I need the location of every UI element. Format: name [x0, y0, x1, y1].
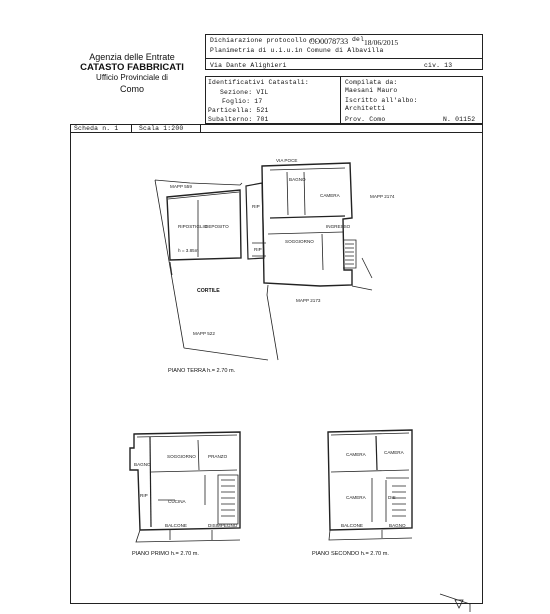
- room-label: RIP: [140, 493, 148, 498]
- foglio: Foglio: 17: [222, 98, 263, 105]
- room-label: RIP: [252, 204, 260, 209]
- floor-caption: PIANO SECONDO h.= 2.70 m.: [312, 551, 389, 557]
- registered-label: Iscritto all'albo:: [345, 97, 418, 104]
- room-label: BAGNO: [289, 177, 306, 182]
- registration-number: N. 01152: [443, 116, 476, 123]
- scheda-number: Scheda n. 1: [74, 125, 119, 132]
- compiled-name: Maesani Mauro: [345, 87, 398, 94]
- room-label: CAMERA: [384, 450, 404, 455]
- room-label: INGRESSO: [326, 224, 351, 229]
- room-label: DIS: [388, 495, 396, 500]
- room-label: CUCINA: [168, 499, 186, 504]
- agency-name: Agenzia delle Entrate: [89, 52, 175, 62]
- parcel-label: MAPP 2174: [370, 194, 395, 199]
- province: Prov. Como: [345, 116, 386, 123]
- office-city: Como: [119, 84, 144, 94]
- room-label: RIPOSTIGLIO: [178, 224, 208, 229]
- particella: Particella: 521: [208, 107, 269, 114]
- room-label: CAMERA: [346, 452, 366, 457]
- height-label: h = 3.85m: [178, 248, 199, 253]
- street-label: VIA POCE: [276, 158, 298, 163]
- protocol-number: CO0078733: [309, 37, 349, 46]
- declaration-date: 18/06/2015: [364, 38, 399, 47]
- parcel-label: MAPP 522: [193, 331, 215, 336]
- room-label: BALCONE: [341, 523, 363, 528]
- sezione: Sezione: VIL: [220, 89, 269, 96]
- room-label: RIP: [254, 247, 262, 252]
- registered-value: Architetti: [345, 105, 386, 112]
- room-label: BAGNO: [134, 462, 151, 467]
- room-label: CAMERA: [346, 495, 366, 500]
- protocol-label: Dichiarazione protocollo n.: [210, 37, 319, 44]
- room-label: DEPOSITO: [205, 224, 229, 229]
- subalterno: Subalterno: 701: [208, 116, 269, 123]
- floor-caption: PIANO PRIMO h.= 2.70 m.: [132, 551, 199, 557]
- address: Via Dante Alighieri: [210, 62, 287, 69]
- room-label: DISIMPEGNO: [208, 523, 238, 528]
- parcel-label: MAPP 559: [170, 184, 192, 189]
- scale: Scala 1:200: [139, 125, 184, 132]
- room-label: CAMERA: [320, 193, 340, 198]
- planimetry-label: Planimetria di u.i.u.in Comune di Albavilla: [210, 47, 384, 54]
- date-label: del: [352, 36, 365, 43]
- room-label: SOGGIORNO: [167, 454, 196, 459]
- room-label: BAGNO: [389, 523, 406, 528]
- room-label: SOGGIORNO: [285, 239, 314, 244]
- office-label: Ufficio Provinciale di: [96, 73, 168, 82]
- room-label: CORTILE: [197, 288, 220, 294]
- room-label: BALCONE: [165, 523, 187, 528]
- floor-caption: PIANO TERRA h.= 2.70 m.: [168, 368, 236, 374]
- room-label: PRANZO: [208, 454, 228, 459]
- registry-name: CATASTO FABBRICATI: [80, 62, 184, 73]
- parcel-label: MAPP 2173: [296, 298, 321, 303]
- compiled-label: Compilata da:: [345, 79, 398, 86]
- cadastral-title: Identificativi Catastali:: [208, 79, 309, 86]
- civic-number: civ. 13: [424, 62, 453, 69]
